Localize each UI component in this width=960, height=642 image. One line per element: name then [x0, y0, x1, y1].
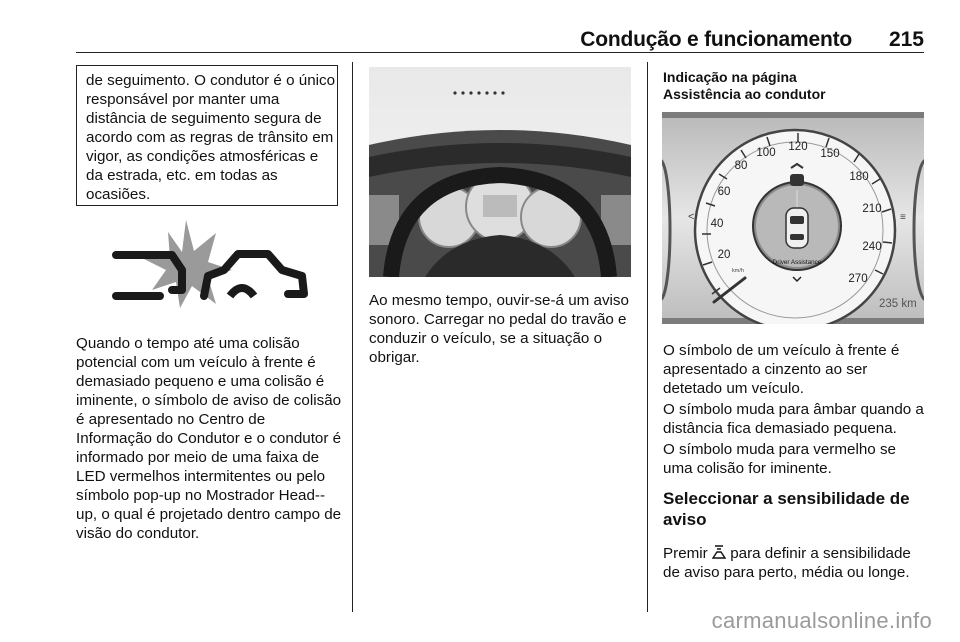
- col3-para-1: O símbolo de um veículo à frente é apresentado a cinzento ao ser detetado um veículo.: [663, 342, 900, 397]
- watermark: carmanualsonline.info: [711, 608, 932, 633]
- speed-unit: km/h: [732, 268, 744, 274]
- sensitivity-button-icon: [712, 545, 726, 560]
- section-heading: [663, 69, 826, 103]
- collision-warning-icon: [112, 218, 312, 310]
- warning-text: de seguimento. O condutor é o único responsável por manter uma distância de seguimento segura de acordo com as regras de trânsito em vigor, as condições atmosféricas e da estrada, etc. em todas as ocasiões.: [86, 72, 336, 203]
- para4-after: para definir a sensibilidade de aviso para perto, média ou longe.: [663, 545, 911, 581]
- speed-label: 40: [710, 218, 724, 230]
- para4-before: Premir: [663, 545, 708, 562]
- chevron-left-icon: <: [688, 211, 695, 223]
- col1-body: Quando o tempo até uma colisão potencial com um veículo à frente é demasiado pequeno e uma colisão é iminente, o símbolo de aviso de colisão é apresentado no Centro de Informação do Condutor e o condutor é informado por meio de uma faixa de LED vermelhos intermitentes ou pelo símbolo pop-up no Mostrador Head--up, o qual é projetado dentro campo de visão do condutor.: [76, 335, 342, 542]
- odometer-readout: 235 km: [879, 298, 917, 310]
- speed-label: 20: [717, 249, 731, 261]
- instrument-cluster-image: [662, 112, 924, 324]
- speed-label: 240: [862, 241, 882, 253]
- speed-label: 210: [862, 203, 882, 215]
- column-divider-1: [352, 62, 353, 612]
- col3-para-4: [663, 544, 929, 582]
- heading-line-1: Indicação na página: [663, 69, 797, 85]
- sensitivity-heading: Seleccionar a sensibilidade de aviso: [663, 489, 910, 529]
- speed-label: 270: [848, 273, 868, 285]
- speed-label: 150: [820, 148, 840, 160]
- speed-label: 80: [734, 160, 748, 172]
- col3-para-3: O símbolo muda para vermelho se uma colisão for iminente.: [663, 441, 896, 477]
- front-car-outline: [204, 254, 304, 296]
- vehicle-ahead-icon: [790, 174, 804, 186]
- speed-label: 100: [756, 147, 776, 159]
- front-car-wheel-arc: [230, 288, 254, 296]
- driver-assistance-label: Driver Assistance: [772, 259, 822, 266]
- col2-body: Ao mesmo tempo, ouvir-se-á um aviso sonoro. Carregar no pedal do travão e conduzir o veículo, se a situação o obrigar.: [369, 292, 629, 366]
- page-number: 215: [888, 28, 924, 51]
- page-header: [76, 26, 924, 53]
- dashboard-hud-image: [369, 67, 631, 277]
- column-divider-2: [647, 62, 648, 612]
- col3-para-2: O símbolo muda para âmbar quando a distância fica demasiado pequena.: [663, 401, 924, 437]
- chapter-title: Condução e funcionamento: [580, 28, 852, 51]
- adaptive-cruise-icon: ≡: [900, 212, 906, 223]
- speed-label: 180: [849, 171, 869, 183]
- warning-box: [76, 65, 338, 206]
- speed-label: 60: [717, 186, 731, 198]
- speed-label: 120: [788, 141, 808, 153]
- heading-line-2: Assistência ao condutor: [663, 86, 826, 102]
- own-car-icon: [786, 208, 808, 248]
